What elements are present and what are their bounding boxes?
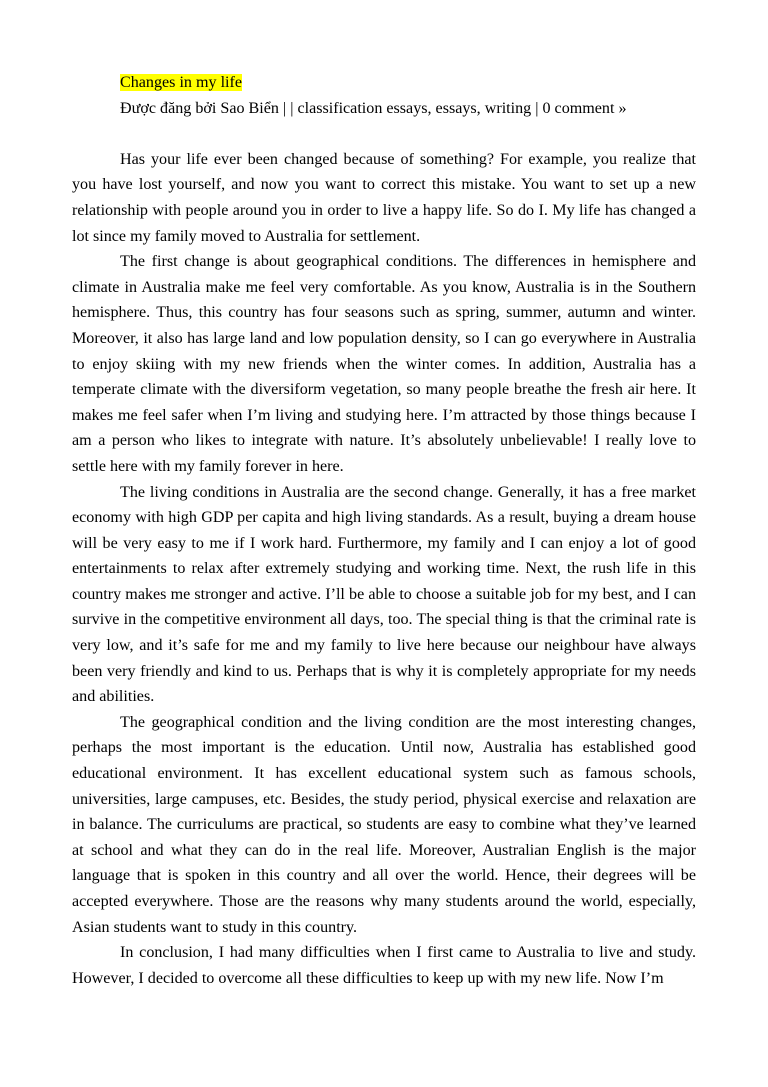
title-line — [72, 70, 696, 96]
byline: Được đăng bởi Sao Biển | | classification essays, essays, writing | 0 comment » — [120, 99, 627, 117]
paragraph-conclusion: In conclusion, I had many difficulties when I first came to Australia to live and study. However, I decided to overcome all these difficulties to keep up with my new life. Now I’m — [72, 944, 696, 987]
paragraph-intro: Has your life ever been changed because of something? For example, you realize that you have lost yourself, and now you want to correct this mistake. You want to set up a new relationship with people around you in order to live a happy life. So do I. My life has changed a lot since my family moved to Australia for settlement. — [72, 150, 696, 245]
paragraph-living-conditions: The living conditions in Australia are the second change. Generally, it has a free market economy with high GDP per capita and high living standards. As a result, buying a dream house will be very easy to me if I work hard. Furthermore, my family and I can enjoy a lot of good entertainments to relax after extremely studying and working time. Next, the rush life in this country makes me stronger and active. I’ll be able to choose a suitable job for my best, and I can survive in the competitive environment all days, too. The special thing is that the criminal rate is very low, and it’s safe for me and my family to live here because our neighbour have always been very friendly and kind to us. Perhaps that is why it is completely appropriate for my needs and abilities. — [72, 483, 696, 706]
essay-title: Changes in my life — [120, 74, 243, 91]
paragraph-geography: The first change is about geographical conditions. The differences in hemisphere and climate in Australia make me feel very comfortable. As you know, Australia is in the Southern hemisphere. Thus, this country has four seasons such as spring, summer, autumn and winter. Moreover, it also has large land and low population density, so I can go everywhere in Australia to enjoy skiing with my new friends when the winter comes. In addition, Australia has a temperate climate with the diversiform vegetation, so many people breathe the fresh air here. It makes me feel safer when I’m living and studying here. I’m attracted by those things because I am a person who likes to integrate with nature. It’s absolutely unbelievable! I really love to settle here with my family forever in here. — [72, 253, 696, 475]
paragraph-education: The geographical condition and the living condition are the most interesting changes, perhaps the most important is the education. Until now, Australia has established good educational environment. It has excellent educational system such as famous schools, universities, large campuses, etc. Besides, the study period, physical exercise and relaxation are in balance. The curriculums are practical, so students are easy to combine what they’ve learned at school and what they can do in the real life. Moreover, Australian English is the major language that is spoken in this country and all over the world. Hence, their degrees will be accepted everywhere. Those are the reasons why many students around the world, especially, Asian students want to study in this country. — [72, 713, 696, 936]
document-page — [72, 70, 696, 991]
